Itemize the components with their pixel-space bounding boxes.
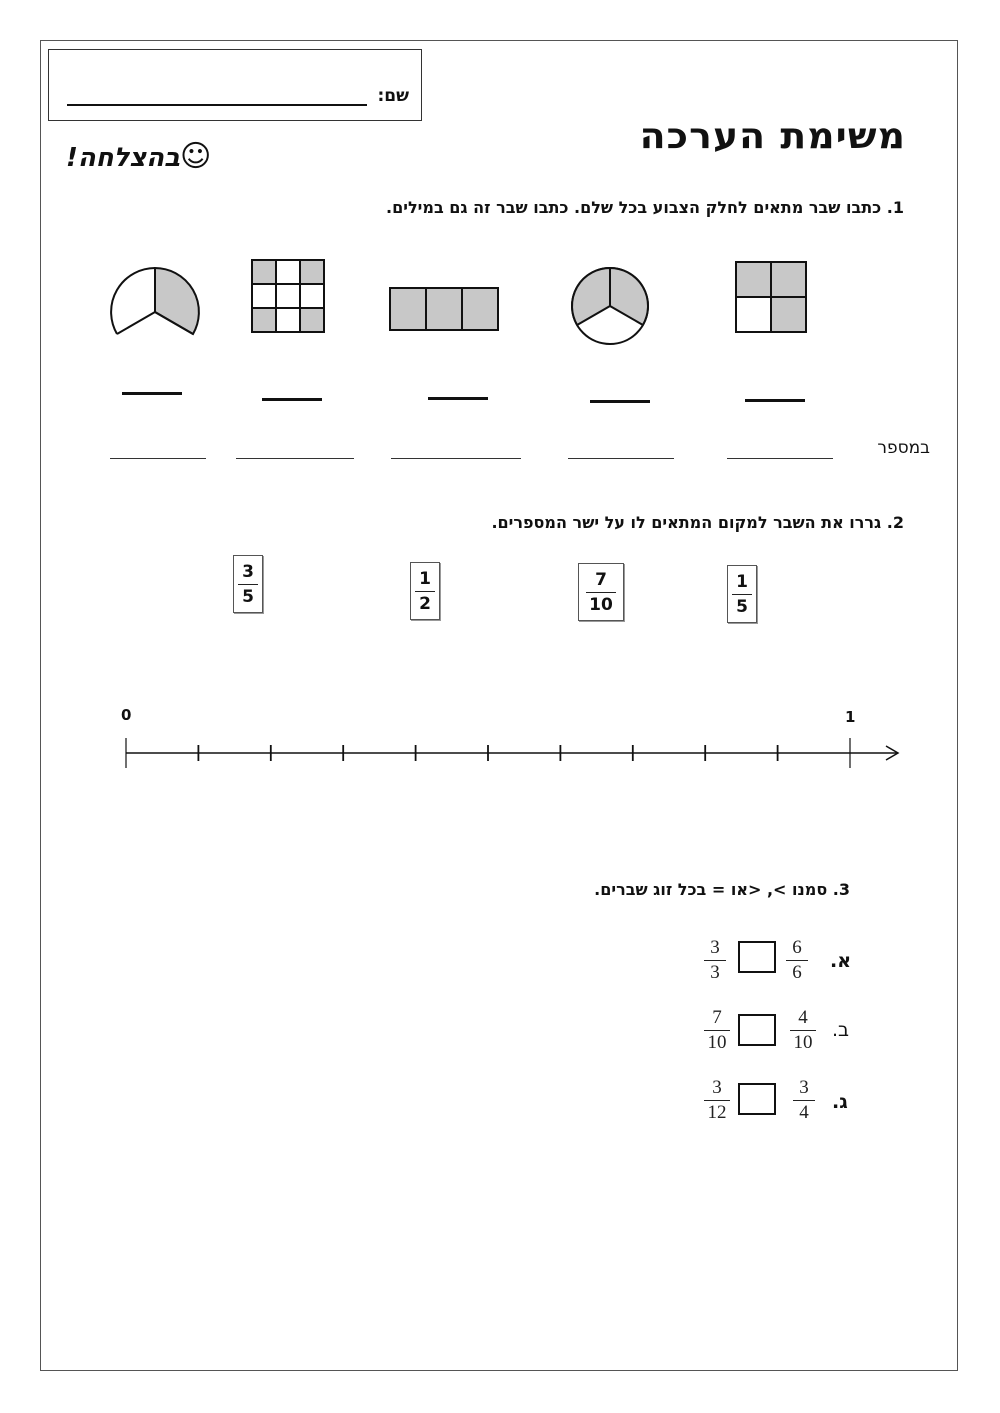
card-numerator: 3 [242,561,254,582]
row-letter: ג. [832,1091,848,1113]
answer-fraction-bar[interactable] [428,397,488,400]
q2-instruction: 2. גררו את השבר למקום המתאים לו על ישר המספרים. [491,513,904,532]
fraction-card[interactable] [233,555,263,613]
fraction-card[interactable] [727,565,757,623]
answer-line[interactable] [568,458,674,459]
number-line-start-label: 0 [121,706,132,724]
card-denominator: 2 [419,593,431,614]
q3-instruction: 3. סמנו >, <או = בכל זוג שברים. [594,880,850,899]
compare-box[interactable] [738,941,776,973]
name-input-line[interactable] [67,104,367,106]
answer-line[interactable] [727,458,833,459]
fraction-right: 6 6 [786,938,808,983]
card-denominator: 10 [589,594,613,615]
fraction-left: 3 12 [704,1078,730,1123]
number-line-end-label: 1 [845,708,856,726]
answer-fraction-bar[interactable] [262,398,322,401]
answer-fraction-bar[interactable] [745,399,805,402]
fraction-right: 4 10 [790,1008,816,1053]
shape-grid-3x3 [252,260,324,332]
page-title: משימת הערכה [640,116,907,157]
fraction-card[interactable] [578,563,624,621]
answer-fraction-bar[interactable] [122,392,182,395]
q1-instruction: 1. כתבו שבר מתאים לחלק הצבוע בכל שלם. כתבו שבר זה גם במילים. [386,198,904,217]
digits-label: במספר [877,438,930,458]
row-letter: א. [830,950,852,972]
fraction-left: 3 3 [704,938,726,983]
shape-rectangle-thirds [390,288,498,330]
card-denominator: 5 [736,596,748,617]
card-numerator: 1 [736,571,748,592]
fraction-card[interactable] [410,562,440,620]
shape-circle-thirds [572,268,648,344]
answer-line[interactable] [391,458,521,459]
page-frame [40,40,958,1371]
good-luck-text [66,139,211,174]
card-numerator: 7 [595,569,607,590]
compare-box[interactable] [738,1083,776,1115]
q1-shapes [100,250,820,350]
compare-box[interactable] [738,1014,776,1046]
shape-square-2x2 [736,262,806,332]
name-box [48,49,422,121]
answer-line[interactable] [236,458,354,459]
fraction-left: 7 10 [704,1008,730,1053]
answer-fraction-bar[interactable] [590,400,650,403]
shape-circle-partial [111,268,199,334]
fraction-right: 3 4 [793,1078,815,1123]
good-luck-label: בהצלחה! [66,143,181,173]
name-label: שם: [377,86,409,106]
row-letter: ב. [832,1019,850,1041]
number-line[interactable] [110,730,910,780]
smiley-icon: ☺ [180,139,212,174]
card-denominator: 5 [242,586,254,607]
card-numerator: 1 [419,568,431,589]
answer-line[interactable] [110,458,206,459]
